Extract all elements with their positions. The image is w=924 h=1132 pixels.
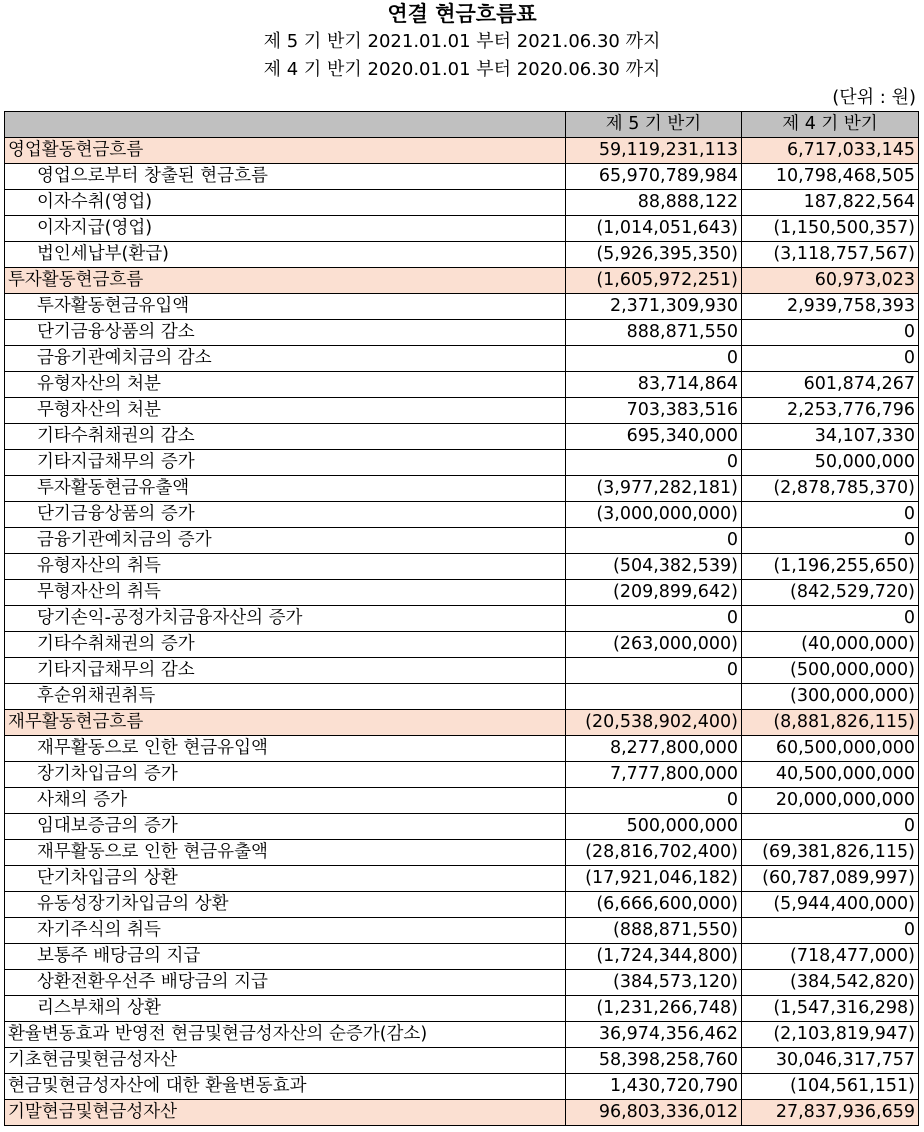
row-prior-value: (1,196,255,650) (742, 554, 919, 580)
row-label: 단기금융상품의 감소 (5, 320, 566, 346)
row-prior-value: 30,046,317,757 (742, 1048, 919, 1074)
row-prior-value: (842,529,720) (742, 580, 919, 606)
row-prior-value: 0 (742, 918, 919, 944)
table-row (5, 424, 919, 450)
row-label: 재무활동현금흐름 (5, 710, 566, 736)
table-row (5, 502, 919, 528)
row-current-value: 0 (566, 528, 742, 554)
table-row (5, 944, 919, 970)
row-current-value: 0 (566, 606, 742, 632)
table-row (5, 320, 919, 346)
row-current-value: 0 (566, 658, 742, 684)
row-prior-value: 0 (742, 346, 919, 372)
row-label: 유동성장기차입금의 상환 (5, 892, 566, 918)
table-row (5, 970, 919, 996)
table-section-row (5, 1100, 919, 1126)
row-prior-value: (384,542,820) (742, 970, 919, 996)
row-current-value: (263,000,000) (566, 632, 742, 658)
row-current-value: (1,724,344,800) (566, 944, 742, 970)
row-label: 투자활동현금흐름 (5, 268, 566, 294)
row-prior-value: 27,837,936,659 (742, 1100, 919, 1126)
row-label: 당기손익-공정가치금융자산의 증가 (5, 606, 566, 632)
row-label: 기타지급채무의 증가 (5, 450, 566, 476)
row-label: 기타수취채권의 증가 (5, 632, 566, 658)
row-label: 상환전환우선주 배당금의 지급 (5, 970, 566, 996)
row-label: 자기주식의 취득 (5, 918, 566, 944)
table-row (5, 788, 919, 814)
row-label: 투자활동현금유입액 (5, 294, 566, 320)
row-prior-value: (69,381,826,115) (742, 840, 919, 866)
row-prior-value: (60,787,089,997) (742, 866, 919, 892)
row-label: 단기차입금의 상환 (5, 866, 566, 892)
row-label: 재무활동으로 인한 현금유출액 (5, 840, 566, 866)
row-label: 무형자산의 취득 (5, 580, 566, 606)
row-prior-value: 0 (742, 528, 919, 554)
row-current-value: (209,899,642) (566, 580, 742, 606)
row-label: 법인세납부(환급) (5, 242, 566, 268)
row-current-value: 65,970,789,984 (566, 164, 742, 190)
row-label: 기초현금및현금성자산 (5, 1048, 566, 1074)
column-header-label (5, 112, 566, 138)
row-current-value: 0 (566, 346, 742, 372)
row-current-value: 36,974,356,462 (566, 1022, 742, 1048)
row-prior-value: 601,874,267 (742, 372, 919, 398)
table-row (5, 190, 919, 216)
row-current-value: (1,605,972,251) (566, 268, 742, 294)
row-prior-value: (500,000,000) (742, 658, 919, 684)
table-row (5, 918, 919, 944)
row-label: 영업활동현금흐름 (5, 138, 566, 164)
table-row (5, 580, 919, 606)
row-prior-value: (1,150,500,357) (742, 216, 919, 242)
table-row (5, 242, 919, 268)
row-label: 환율변동효과 반영전 현금및현금성자산의 순증가(감소) (5, 1022, 566, 1048)
row-current-value: 500,000,000 (566, 814, 742, 840)
row-label: 유형자산의 취득 (5, 554, 566, 580)
row-label: 기타수취채권의 감소 (5, 424, 566, 450)
row-label: 금융기관예치금의 증가 (5, 528, 566, 554)
row-label: 기타지급채무의 감소 (5, 658, 566, 684)
table-row (5, 866, 919, 892)
row-prior-value: (718,477,000) (742, 944, 919, 970)
table-row (5, 398, 919, 424)
table-row (5, 1048, 919, 1074)
row-label: 투자활동현금유출액 (5, 476, 566, 502)
table-row (5, 736, 919, 762)
table-row (5, 814, 919, 840)
period-prior: 제 4 기 반기 2020.01.01 부터 2020.06.30 까지 (263, 59, 661, 80)
row-prior-value: (300,000,000) (742, 684, 919, 710)
row-label: 사채의 증가 (5, 788, 566, 814)
row-current-value: 58,398,258,760 (566, 1048, 742, 1074)
table-row (5, 762, 919, 788)
row-label: 기말현금및현금성자산 (5, 1100, 566, 1126)
table-row (5, 164, 919, 190)
row-current-value: 88,888,122 (566, 190, 742, 216)
table-row (5, 528, 919, 554)
row-current-value: (6,666,600,000) (566, 892, 742, 918)
row-label: 재무활동으로 인한 현금유입액 (5, 736, 566, 762)
row-prior-value: (2,878,785,370) (742, 476, 919, 502)
row-label: 금융기관예치금의 감소 (5, 346, 566, 372)
row-label: 이자수취(영업) (5, 190, 566, 216)
row-current-value: (3,977,282,181) (566, 476, 742, 502)
row-prior-value: 187,822,564 (742, 190, 919, 216)
row-label: 이자지급(영업) (5, 216, 566, 242)
row-prior-value: 34,107,330 (742, 424, 919, 450)
table-row (5, 632, 919, 658)
row-current-value: (384,573,120) (566, 970, 742, 996)
row-prior-value: 60,973,023 (742, 268, 919, 294)
row-prior-value: (8,881,826,115) (742, 710, 919, 736)
row-current-value: (28,816,702,400) (566, 840, 742, 866)
row-label: 유형자산의 처분 (5, 372, 566, 398)
row-current-value: 59,119,231,113 (566, 138, 742, 164)
row-current-value: (1,231,266,748) (566, 996, 742, 1022)
table-row (5, 450, 919, 476)
row-label: 영업으로부터 창출된 현금흐름 (5, 164, 566, 190)
unit-label: (단위 : 원) (832, 87, 916, 108)
table-row (5, 294, 919, 320)
table-row (5, 684, 919, 710)
table-row (5, 996, 919, 1022)
row-prior-value: (5,944,400,000) (742, 892, 919, 918)
row-prior-value: (1,547,316,298) (742, 996, 919, 1022)
row-label: 현금및현금성자산에 대한 환율변동효과 (5, 1074, 566, 1100)
row-current-value: 8,277,800,000 (566, 736, 742, 762)
report-title: 연결 현금흐름표 (387, 1, 537, 26)
row-prior-value: 40,500,000,000 (742, 762, 919, 788)
row-prior-value: (2,103,819,947) (742, 1022, 919, 1048)
table-header-row (5, 112, 919, 138)
row-current-value: (20,538,902,400) (566, 710, 742, 736)
row-label: 장기차입금의 증가 (5, 762, 566, 788)
row-current-value: 0 (566, 450, 742, 476)
period-current: 제 5 기 반기 2021.01.01 부터 2021.06.30 까지 (263, 31, 661, 52)
row-prior-value: (40,000,000) (742, 632, 919, 658)
table-row (5, 554, 919, 580)
table-section-row (5, 138, 919, 164)
cash-flow-table (4, 111, 919, 1126)
row-prior-value: 20,000,000,000 (742, 788, 919, 814)
row-prior-value: 2,253,776,796 (742, 398, 919, 424)
row-current-value: (3,000,000,000) (566, 502, 742, 528)
table-row (5, 606, 919, 632)
row-current-value: 83,714,864 (566, 372, 742, 398)
table-section-row (5, 268, 919, 294)
row-current-value: 2,371,309,930 (566, 294, 742, 320)
row-current-value: (5,926,395,350) (566, 242, 742, 268)
table-row (5, 1074, 919, 1100)
table-row (5, 658, 919, 684)
row-label: 단기금융상품의 증가 (5, 502, 566, 528)
row-prior-value: 50,000,000 (742, 450, 919, 476)
table-section-row (5, 710, 919, 736)
column-header-current: 제 5 기 반기 (566, 112, 742, 138)
row-label: 후순위채권취득 (5, 684, 566, 710)
column-header-prior: 제 4 기 반기 (742, 112, 919, 138)
table-body (5, 138, 919, 1126)
row-current-value: 703,383,516 (566, 398, 742, 424)
row-current-value: 96,803,336,012 (566, 1100, 742, 1126)
row-label: 보통주 배당금의 지급 (5, 944, 566, 970)
row-prior-value: 60,500,000,000 (742, 736, 919, 762)
table-row (5, 216, 919, 242)
table-row (5, 476, 919, 502)
table-row (5, 372, 919, 398)
row-current-value: (17,921,046,182) (566, 866, 742, 892)
row-prior-value: 0 (742, 320, 919, 346)
row-prior-value: (104,561,151) (742, 1074, 919, 1100)
row-prior-value: 0 (742, 606, 919, 632)
row-prior-value: 0 (742, 814, 919, 840)
row-current-value (566, 684, 742, 710)
row-prior-value: 6,717,033,145 (742, 138, 919, 164)
row-current-value: 0 (566, 788, 742, 814)
row-prior-value: 0 (742, 502, 919, 528)
table-row (5, 346, 919, 372)
row-prior-value: 2,939,758,393 (742, 294, 919, 320)
row-prior-value: (3,118,757,567) (742, 242, 919, 268)
row-current-value: 1,430,720,790 (566, 1074, 742, 1100)
report-header (0, 0, 924, 84)
table-row (5, 840, 919, 866)
row-label: 리스부채의 상환 (5, 996, 566, 1022)
row-current-value: 888,871,550 (566, 320, 742, 346)
row-current-value: (1,014,051,643) (566, 216, 742, 242)
row-prior-value: 10,798,468,505 (742, 164, 919, 190)
row-current-value: 7,777,800,000 (566, 762, 742, 788)
row-label: 임대보증금의 증가 (5, 814, 566, 840)
table-row (5, 892, 919, 918)
row-current-value: 695,340,000 (566, 424, 742, 450)
table-row (5, 1022, 919, 1048)
row-current-value: (504,382,539) (566, 554, 742, 580)
row-current-value: (888,871,550) (566, 918, 742, 944)
row-label: 무형자산의 처분 (5, 398, 566, 424)
